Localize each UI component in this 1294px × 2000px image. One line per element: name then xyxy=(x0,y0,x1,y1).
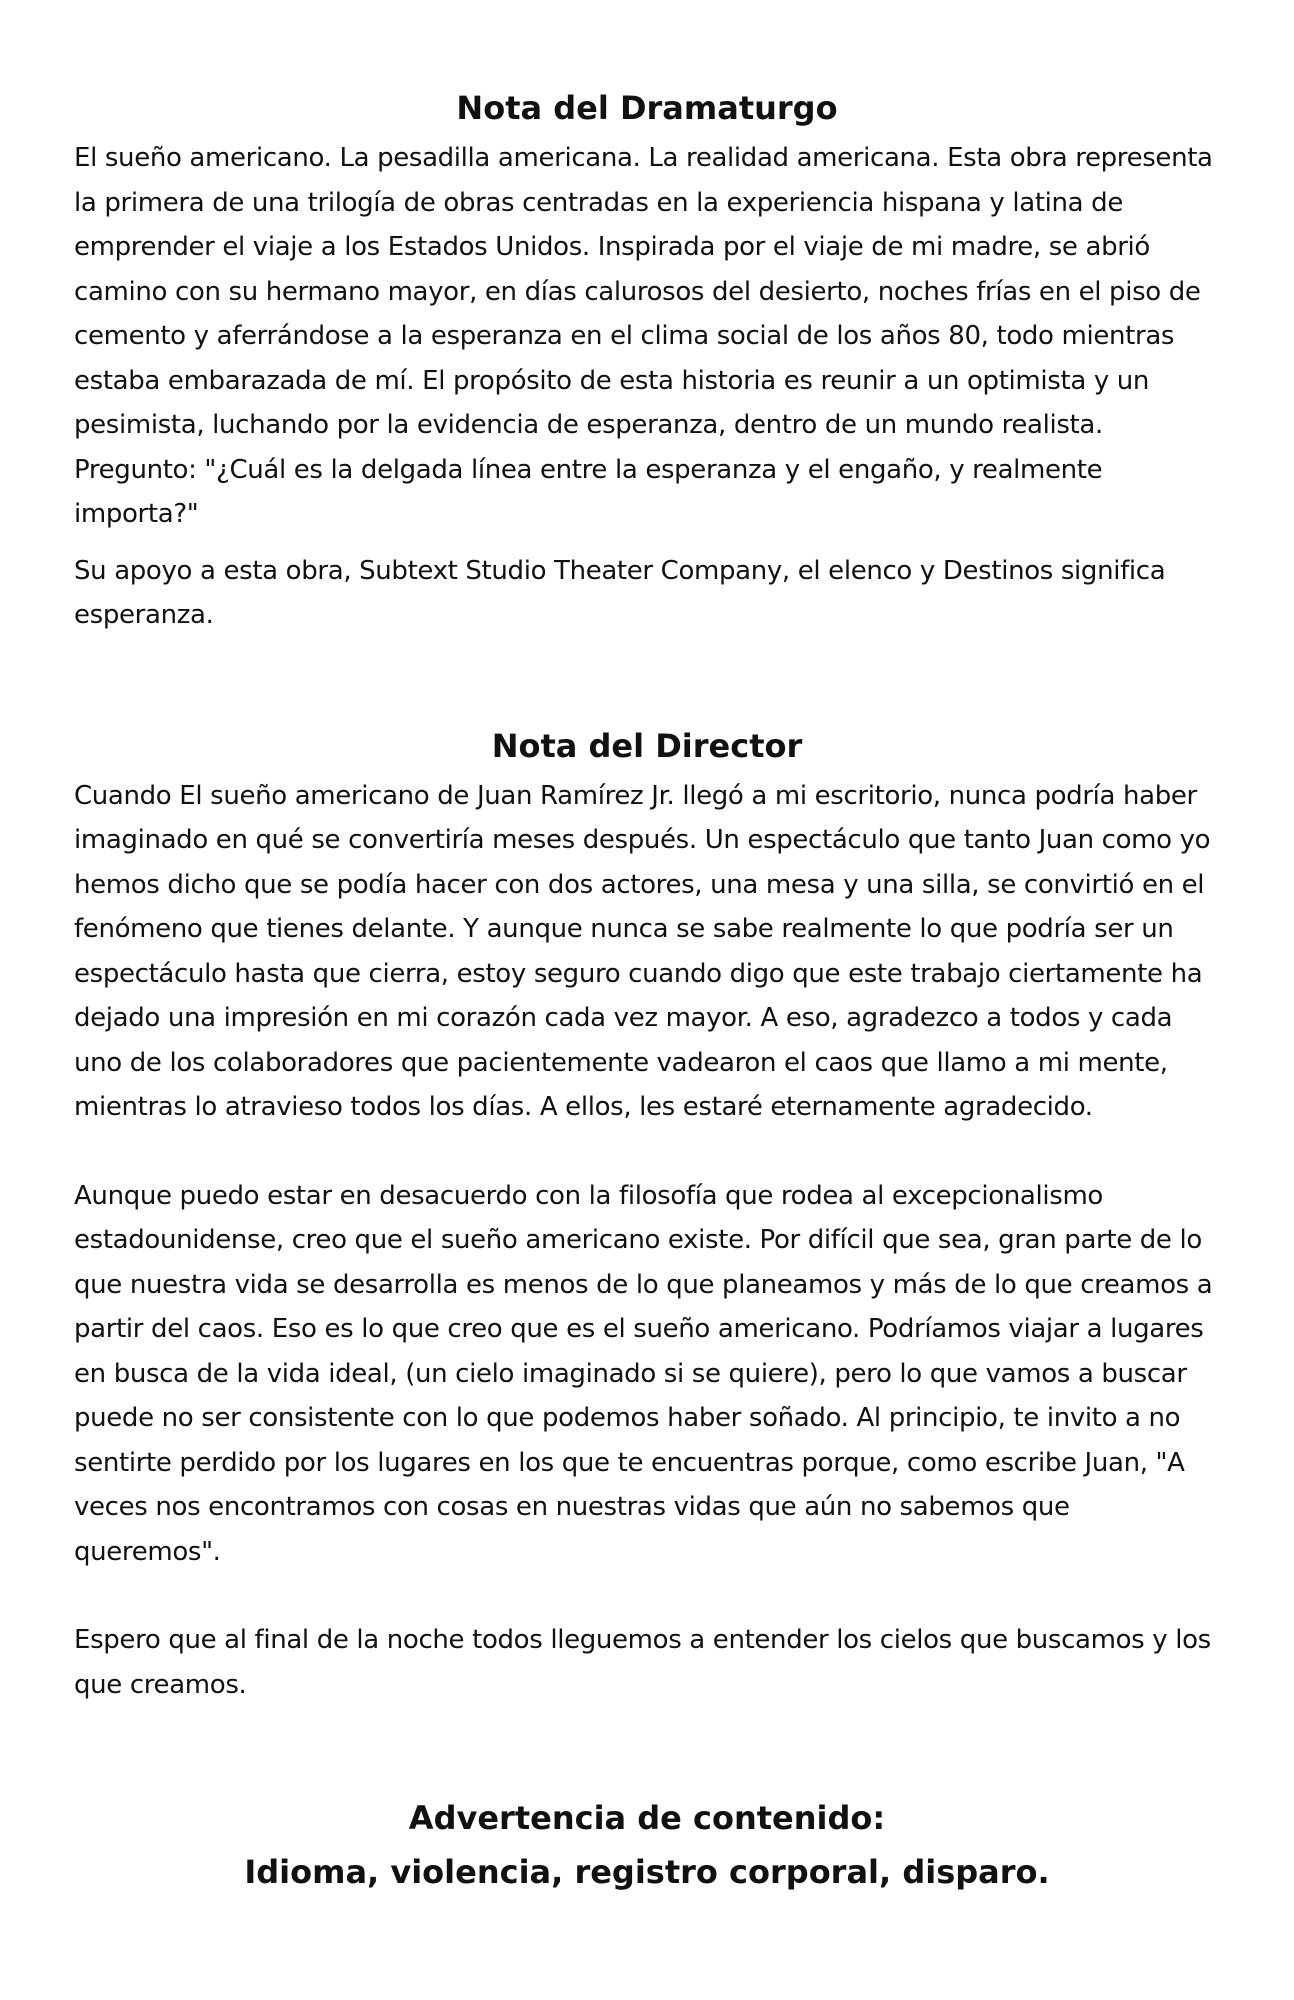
content-warning-heading: Advertencia de contenido: xyxy=(408,1799,886,1837)
director-note-section xyxy=(74,724,1220,1708)
director-note-title: Nota del Director xyxy=(491,726,803,765)
director-note-paragraph: Aunque puedo estar en desacuerdo con la filosofía que rodea al excepcionalismo estadounidense, creo que el sueño americano existe. Por difícil que sea, gran parte de lo que nuestra vida se desarrolla es menos de lo que planeamos y más de lo que creamos a partir del caos. Eso es lo que creo que es el sueño americano. Podríamos viajar a lugares en busca de la vida ideal, (un cielo imaginado si se quiere), pero lo que vamos a buscar puede no ser consistente con lo que podemos haber soñado. Al principio, te invito a no sentirte perdido por los lugares en los que te encuentras porque, como escribe Juan, "A veces nos encontramos con cosas en nuestras vidas que aún no sabemos que queremos". xyxy=(74,1180,1213,1567)
playwright-note-section xyxy=(74,86,1220,638)
content-warning-list: Idioma, violencia, registro corporal, disparo. xyxy=(244,1853,1050,1891)
playwright-note-paragraph: Su apoyo a esta obra, Subtext Studio Theater Company, el elenco y Destinos significa esperanza. xyxy=(74,555,1166,630)
playwright-note-paragraph: El sueño americano. La pesadilla americana. La realidad americana. Esta obra representa la primera de una trilogía de obras centradas en la experiencia hispana y latina de emprender el viaje a los Estados Unidos. Inspirada por el viaje de mi madre, se abrió camino con su hermano mayor, en días calurosos del desierto, noches frías en el piso de cemento y aferrándose a la esperanza en el clima social de los años 80, todo mientras estaba embarazada de mí. El propósito de esta historia es reunir a un optimista y un pesimista, luchando por la evidencia de esperanza, dentro de un mundo realista. Pregunto: "¿Cuál es la delgada línea entre la esperanza y el engaño, y realmente importa?" xyxy=(74,143,1213,529)
director-note-paragraph: Espero que al final de la noche todos lleguemos a entender los cielos que buscamos y los que creamos. xyxy=(74,1625,1211,1700)
playwright-note-title: Nota del Dramaturgo xyxy=(456,89,838,127)
director-note-paragraph: Cuando El sueño americano de Juan Ramírez Jr. llegó a mi escritorio, nunca podría haber imaginado en qué se convertiría meses después. Un espectáculo que tanto Juan como yo hemos dicho que se podía hacer con dos actores, una mesa y una silla, se convirtió en el fenómeno que tienes delante. Y aunque nunca se sabe realmente lo que podría ser un espectáculo hasta que cierra, estoy seguro cuando digo que este trabajo ciertamente ha dejado una impresión en mi corazón cada vez mayor. A eso, agradezco a todos y cada uno de los colaboradores que pacientemente vadearon el caos que llamo a mi mente, mientras lo atravieso todos los días. A ellos, les estaré eternamente agradecido. xyxy=(74,780,1211,1122)
content-warning-section xyxy=(74,1791,1220,1899)
